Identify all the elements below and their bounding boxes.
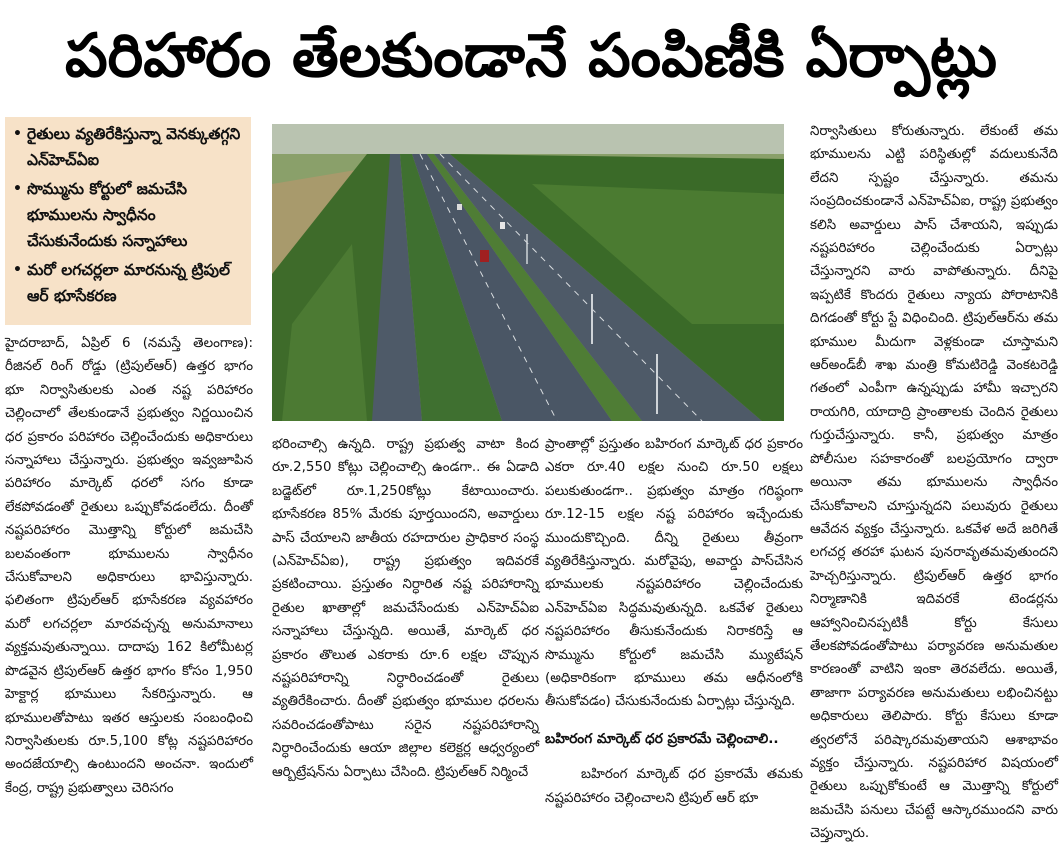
body-paragraph: హైదరాబాద్, ఏప్రిల్ 6 (నమస్తే తెలంగాణ): రీజినల్ రింగ్ రోడ్డు (ట్రిపుల్‌ఆర్) ఉత్తర భాగం భూ నిర్వాసితులకు ఎంత నష్ట పరిహారం చెల్లించాలో తేలకుండానే ప్రభుత్వం నిర్ణయించిన ధర ప్రకారం పరిహారం చెల్లించేందుకు అధికారులు సన్నాహాలు చేస్తున్నారు. ప్రభుత్వం ఇవ్వజూపిన పరిహారం మార్కెట్ ధరలో సగం కూడా లేకపోవడంతో రైతులు ఒప్పుకోవడంలేదు. దీంతో నష్టపరిహారం మొత్తాన్ని కోర్టులో జమచేసి బలవంతంగా భూములను స్వాధీనం చేసుకోవాలని అధికారులు భావిస్తున్నారు. ఫలితంగా ట్రిపుల్‌ఆర్ భూసేకరణ వ్యవహారం మరో లగచర్లలా మారవచ్చన్న అనుమానాలు వ్యక్తమవుతున్నాయి. దాదాపు 162 కిలోమీటర్ల పొడవైన ట్రిపుల్‌ఆర్ ఉత్తర భాగం కోసం 1,950 హెక్టార్ల భూములు సేకరిస్తున్నారు. ఆ భూములతోపాటు ఇతర ఆస్తులకు సంబంధించి నిర్వాసితులకు రూ.5,100 కోట్ల నష్టపరిహారం అందజేయాల్సి ఉంటుందని అంచనా. ఇందులో కేంద్ర, రాష్ట్ర ప్రభుత్వాలు చెరిసగం (5, 336, 253, 796)
highway-aerial-photo (272, 124, 784, 421)
body-paragraph: భరించాల్సి ఉన్నది. రాష్ట్ర ప్రభుత్వ వాటా కింద రూ.2,550 కోట్లు చెల్లించాల్సి ఉండగా.. ఈ ఏడాది బడ్జెట్‌లో రూ.1,250కోట్లు కేటాయించారు. భూసేకరణ 85% మేరకు పూర్తయిందని, అవార్డులు పాస్ చేయాలని జాతీయ రహదారుల ప్రాధికార సంస్థ (ఎన్‌హెచ్‌ఏఐ), రాష్ట్ర ప్రభుత్వం ఇదివరకే ప్రకటించాయి. ప్రస్తుతం నిర్ధారిత నష్ట పరిహారాన్ని రైతుల ఖాతాల్లో జమచేసేందుకు ఎన్‌హెచ్‌ఏఐ సన్నాహాలు చేస్తున్నది. అయితే, మార్కెట్ ధర ప్రకారం తొలుత ఎకరాకు రూ.6 లక్షల చొప్పున నష్టపరిహారాన్ని నిర్ధారించడంతో రైతులు వ్యతిరేకించారు. దీంతో ప్రభుత్వం భూముల ధరలను సవరించడంతోపాటు సరైన నష్టపరిహారాన్ని నిర్ధారించేందుకు ఆయా జిల్లాల కలెక్టర్ల ఆధ్వర్యంలో ఆర్బిట్రేషన్‌ను ఏర్పాటు చేసింది. ట్రిపుల్‌ఆర్ నిర్మించే (272, 437, 539, 780)
highlight-item (13, 257, 245, 309)
headline: పరిహారం తేలకుండానే పంపిణీకి ఏర్పాట్లు (64, 21, 998, 91)
article-column-3 (545, 433, 803, 823)
highlight-item (13, 121, 245, 173)
highlights-box (5, 117, 251, 325)
highlight-text: మరో లగచర్లలా మారనున్న ట్రిపుల్ ఆర్ భూసేకరణ (27, 261, 230, 305)
highlight-item (13, 176, 245, 254)
article-column-4 (810, 120, 1058, 842)
bullet-icon: • (13, 126, 22, 142)
body-paragraph: బహిరంగ మార్కెట్ ధర ప్రకారమే తమకు నష్టపరిహారం చెల్లించాలని ట్రిపుల్ ఆర్ భూ (545, 767, 803, 806)
body-paragraph: ప్రాంతాల్లో ప్రస్తుతం బహిరంగ మార్కెట్ ధర ప్రకారం ఎకరా రూ.40 లక్షల నుంచి రూ.50 లక్షలు పలుకుతుండగా.. ప్రభుత్వం మాత్రం గరిష్ఠంగా రూ.12-15 లక్షల నష్ట పరిహారం ఇచ్చేందుకు ముందుకొచ్చింది. దీన్ని రైతులు తీవ్రంగా వ్యతిరేకిస్తున్నారు. మరోవైపు, అవార్డు పాస్‌చేసిన భూములకు నష్టపరిహారం చెల్లించేందుకు ఎన్‌హెచ్‌ఏఐ సిద్ధమవుతున్నది. ఒకవేళ రైతులు నష్టపరిహారం తీసుకునేందుకు నిరాకరిస్తే ఆ సొమ్మును కోర్టులో జమచేసి మ్యుటేషన్ (అధికారికంగా భూములు తమ ఆధీనంలోకి తీసుకోవడం) చేసుకునేందుకు ఏర్పాట్లు చేస్తున్నది. (545, 437, 803, 710)
bullet-icon: • (13, 262, 22, 278)
highlight-text: రైతులు వ్యతిరేకిస్తున్నా వెనక్కుతగ్గని ఎన్‌హెచ్‌ఏఐ (27, 125, 241, 169)
subheading: బహిరంగ మార్కెట్ ధర ప్రకారమే చెల్లించాలి.. (545, 730, 779, 747)
highlight-text: సొమ్మును కోర్టులో జమచేసి భూములను స్వాధీనం చేసుకునేందుకు సన్నాహాలు (27, 180, 188, 250)
article-column-2 (272, 433, 539, 823)
article-column-1 (5, 332, 253, 822)
body-paragraph: నిర్వాసితులు కోరుతున్నారు. లేకుంటే తమ భూములను ఎట్టి పరిస్థితుల్లో వదులుకునేది లేదని స్పష్టం చేస్తున్నారు. తమను సంప్రదించకుండానే ఎన్‌హెచ్‌ఏఐ, రాష్ట్ర ప్రభుత్వం కలిసి అవార్డులు పాస్ చేశాయని, ఇప్పుడు నష్టపరిహారం చెల్లించేందుకు ఏర్పాట్లు చేస్తున్నారని వారు వాపోతున్నారు. దీనిపై ఇప్పటికే కొందరు రైతులు న్యాయ పోరాటానికి దిగడంతో కోర్టు స్టే విధించింది. ట్రిపుల్‌ఆర్‌ను తమ భూముల మీదుగా వెళ్లకుండా చూస్తామని ఆర్‌అండ్‌బీ శాఖ మంత్రి కోమటిరెడ్డి వెంకటరెడ్డి గతంలో ఎంపీగా ఉన్నప్పుడు హామీ ఇచ్చారని రాయగిరి, యాదాద్రి ప్రాంతాలకు చెందిన రైతులు గుర్తుచేస్తున్నారు. కానీ, ప్రభుత్వం మాత్రం పోలీసుల సహకారంతో బలప్రయోగం ద్వారా అయినా తమ భూములను స్వాధీనం చేసుకోవాలని చూస్తున్నదని పలువురు రైతులు ఆవేదన వ్యక్తం చేస్తున్నారు. ఒకవేళ అదే జరిగితే లగచర్ల తరహా ఘటన పునరావృతమవుతుందని హెచ్చరిస్తున్నారు. ట్రిపుల్‌ఆర్ ఉత్తర భాగం నిర్మాణానికి ఇదివరకే టెండర్లను ఆహ్వానించినప్పటికీ కోర్టు కేసులు తేలకపోవడంతోపాటు పర్యావరణ అనుమతుల కారణంతో వాటిని ఇంకా తెరవలేదు. అయితే, తాజాగా పర్యావరణ అనుమతులు లభించినట్టు అధికారులు తెలిపారు. కోర్టు కేసులు కూడా త్వరలోనే పరిష్కారమవుతాయని ఆశాభావం వ్యక్తం చేస్తున్నారు. నష్టపరిహార విషయంలో రైతులు ఒప్పుకోకుంటే ఆ మొత్తాన్ని కోర్టులో జమచేసి పనులు చేపట్టే ఆస్కారముందని వారు చెప్తున్నారు. (810, 124, 1058, 842)
bullet-icon: • (13, 181, 22, 197)
